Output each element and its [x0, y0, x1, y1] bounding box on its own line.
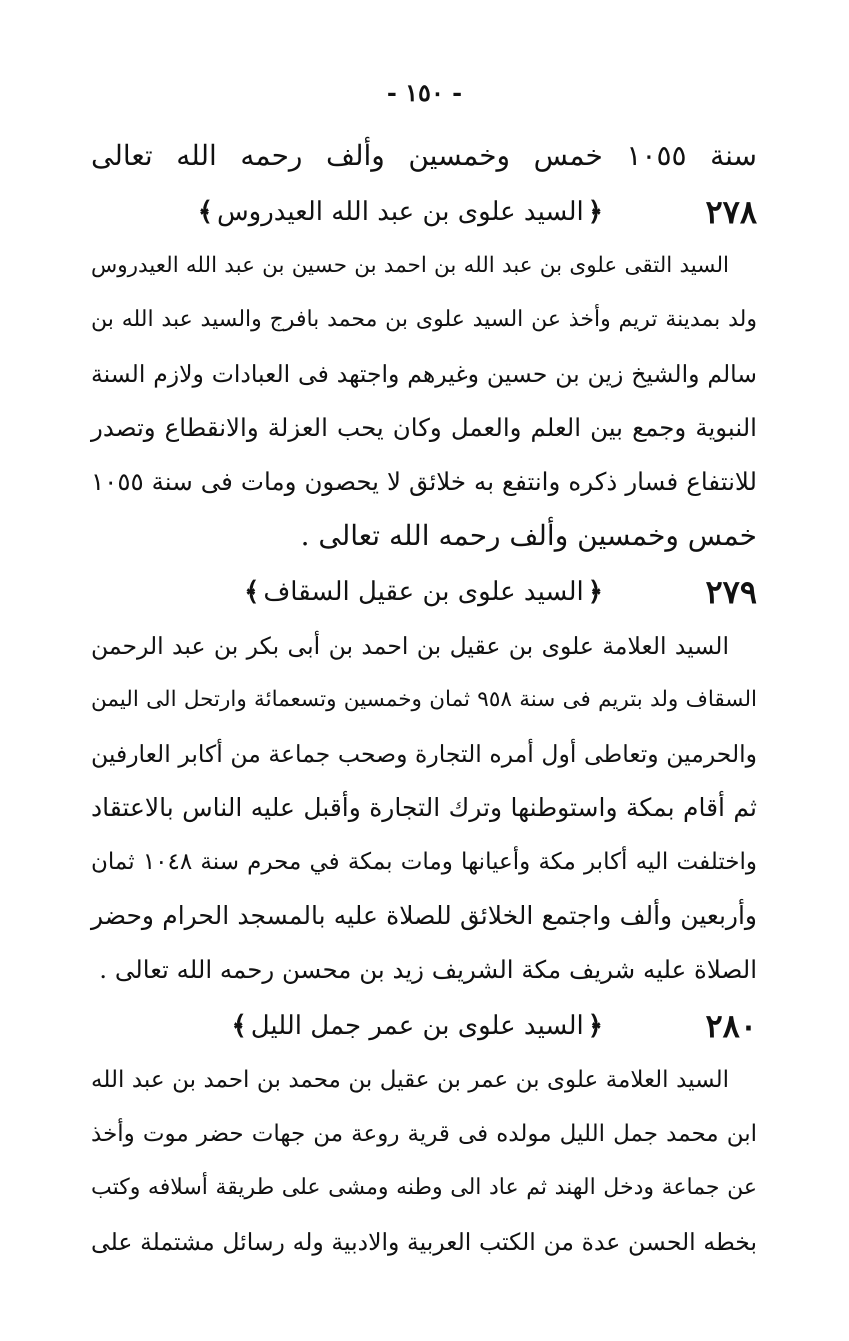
entry-278-line-4: النبوية وجمع بين العلم والعمل وكان يحب العزلة والانقطاع وتصدر	[91, 413, 757, 442]
entry-279-line-7: الصلاة عليه شريف مكة الشريف زيد بن محسن رحمه الله تعالى .	[99, 955, 757, 984]
ornament-bracket-close-icon: ﴾	[197, 197, 213, 227]
entry-279-line-4: ثم أقام بمكة واستوطنها وترك التجارة وأقبل عليه الناس بالاعتقاد	[91, 793, 758, 822]
entry-title	[194, 192, 607, 232]
ornament-bracket-open-icon: ﴿	[587, 577, 603, 607]
ornament-bracket-close-icon: ﴾	[231, 1011, 247, 1041]
entry-280-line-2: ابن محمد جمل الليل مولده فى قرية روعة من جهات حضر موت وأخذ	[91, 1121, 757, 1147]
entry-number: ٢٧٩	[705, 573, 757, 611]
entry-278-line-2: ولد بمدينة تريم وأخذ عن السيد علوى بن محمد بافرج والسيد عبد الله بن	[91, 307, 757, 332]
entry-279-line-1: السيد العلامة علوى بن عقيل بن احمد بن أبى بكر بن عبد الرحمن	[91, 632, 729, 660]
page-number: - ١٥٠ -	[386, 78, 463, 107]
entry-278-line-6: خمس وخمسين وألف رحمه الله تعالى .	[300, 519, 757, 552]
ornament-bracket-open-icon: ﴿	[587, 1011, 603, 1041]
entry-278-line-3: سالم والشيخ زين بن حسين وغيرهم واجتهد فى العبادات ولازم السنة	[91, 360, 757, 388]
entry-header-280	[91, 1004, 757, 1048]
entry-title-text: السيد علوى بن عقيل السقاف	[263, 577, 584, 607]
ornament-bracket-open-icon: ﴿	[587, 197, 603, 227]
entry-title-text: السيد علوى بن عمر جمل الليل	[250, 1011, 584, 1041]
entry-279-line-2: السقاف ولد بتريم فى سنة ٩٥٨ ثمان وخمسين وتسعمائة وارتحل الى اليمن	[91, 687, 757, 712]
entry-280-line-4: بخطه الحسن عدة من الكتب العربية والادبية وله رسائل مشتملة على	[91, 1228, 757, 1256]
entry-279-line-6: وأربعين وألف واجتمع الخلائق للصلاة عليه بالمسجد الحرام وحضر	[91, 901, 757, 930]
entry-280-line-1: السيد العلامة علوى بن عمر بن عقيل بن محمد بن احمد بن عبد الله	[91, 1067, 729, 1093]
entry-number: ٢٧٨	[705, 193, 757, 231]
entry-278-line-5: للانتفاع فسار ذكره وانتفع به خلائق لا يحصون ومات فى سنة ١٠٥٥	[91, 467, 757, 496]
entry-280-line-3: عن جماعة ودخل الهند ثم عاد الى وطنه ومشى على طريقة أسلافه وكتب	[91, 1175, 757, 1200]
intro-line: سنة ١٠٥٥ خمس وخمسين وألف رحمه الله تعالى	[91, 139, 757, 172]
entry-title-text: السيد علوى بن عبد الله العيدروس	[216, 197, 584, 227]
entry-header-278	[91, 190, 757, 234]
ornament-bracket-close-icon: ﴾	[244, 577, 260, 607]
entry-header-279	[91, 570, 757, 614]
entry-title	[240, 572, 607, 612]
entry-number: ٢٨٠	[705, 1007, 757, 1045]
entry-279-line-5: واختلفت اليه أكابر مكة وأعيانها ومات بمكة في محرم سنة ١٠٤٨ ثمان	[91, 849, 757, 875]
entry-title	[227, 1006, 607, 1046]
entry-278-line-1: السيد التقى علوى بن عبد الله بن احمد بن حسين بن عبد الله العيدروس	[91, 253, 729, 278]
entry-279-line-3: والحرمين وتعاطى أول أمره التجارة وصحب جماعة من أكابر العارفين	[91, 740, 757, 768]
